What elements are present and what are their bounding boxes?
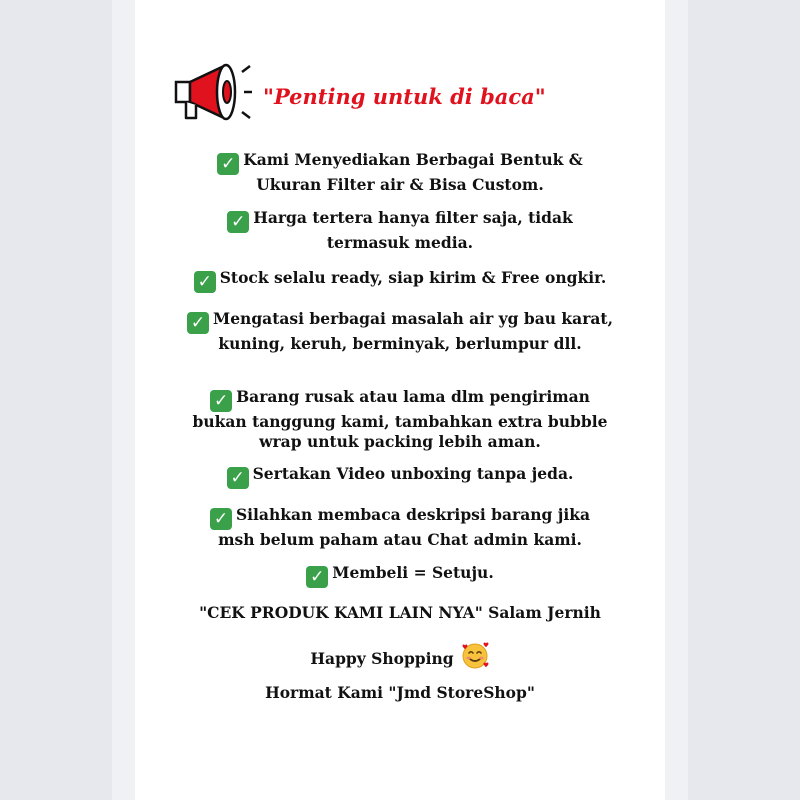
check-mark-icon: ✓ <box>227 467 249 489</box>
headline <box>135 56 665 136</box>
item-line: Silahkan membaca deskripsi barang jika <box>235 505 591 524</box>
notice-item-agree <box>135 563 665 588</box>
headline-title: "Penting untuk di baca" <box>263 84 546 109</box>
notice-item-shipping-damage <box>135 387 665 452</box>
check-mark-icon: ✓ <box>210 508 232 530</box>
footer-cek-produk <box>135 603 665 623</box>
check-mark-icon: ✓ <box>187 312 209 334</box>
notice-item-stock <box>135 268 665 293</box>
item-line: kuning, keruh, berminyak, berlumpur dll. <box>218 334 582 353</box>
megaphone-icon <box>172 58 254 128</box>
item-line: bukan tanggung kami, tambahkan extra bubble <box>192 412 608 431</box>
item-line: Harga tertera hanya filter saja, tidak <box>253 208 573 227</box>
footer-happy-shopping <box>135 641 665 671</box>
item-line: Barang rusak atau lama dlm pengiriman <box>236 387 590 406</box>
notice-card <box>135 0 665 800</box>
check-mark-icon: ✓ <box>227 211 249 233</box>
footer-line: "CEK PRODUK KAMI LAIN NYA" Salam Jernih <box>199 603 601 622</box>
check-mark-icon: ✓ <box>194 271 216 293</box>
footer-line: Hormat Kami "Jmd StoreShop" <box>265 683 535 702</box>
item-line: Stock selalu ready, siap kirim & Free ongkir. <box>219 268 607 287</box>
item-line: Ukuran Filter air & Bisa Custom. <box>256 175 544 194</box>
footer-line: Happy Shopping <box>310 649 454 668</box>
check-mark-icon: ✓ <box>210 390 232 412</box>
item-line: Kami Menyediakan Berbagai Bentuk & <box>243 150 583 169</box>
notice-item-read-description <box>135 505 665 550</box>
item-line: Sertakan Video unboxing tanpa jeda. <box>252 464 574 483</box>
footer-hormat-kami <box>135 683 665 703</box>
notice-item-price <box>135 208 665 253</box>
item-line: msh belum paham atau Chat admin kami. <box>218 530 582 549</box>
check-mark-icon: ✓ <box>306 566 328 588</box>
check-mark-icon: ✓ <box>217 153 239 175</box>
notice-item-unboxing-video <box>135 464 665 489</box>
item-line: wrap untuk packing lebih aman. <box>259 432 541 451</box>
notice-item-water-problems <box>135 309 665 354</box>
smiling-face-with-hearts-icon <box>460 641 490 671</box>
item-line: Membeli = Setuju. <box>332 563 494 582</box>
item-line: termasuk media. <box>326 233 474 252</box>
notice-item-custom-filter <box>135 150 665 195</box>
item-line: Mengatasi berbagai masalah air yg bau karat, <box>213 309 613 328</box>
